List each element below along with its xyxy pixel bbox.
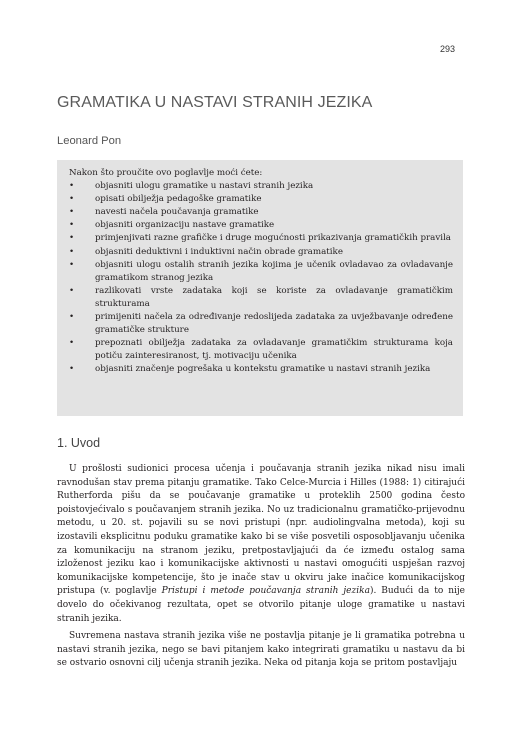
objectives-intro: Nakon što proučite ovo poglavlje moći ćete: [69,168,263,178]
objective-item: • objasniti organizaciju nastave gramatike [69,219,457,232]
paragraph-2: Suvremena nastava stranih jezika više ne postavlja pitanje je li gramatika potrebna u nastavi stranih jezika, nego se bavi pitanjem kako integrirati gramatiku u nastavu da bi se ostvario osnovni cilj učenja stranih jezika. Neka od pitanja koja se pritom postavljaju [57,631,465,669]
body-text [57,463,465,675]
objective-item: • navesti načela poučavanja gramatike [69,206,457,219]
chapter-reference: Pristupi i metode poučavanja stranih jezika [161,586,370,597]
paragraph-1-text-start: U prošlosti sudionici procesa učenja i poučavanja stranih jezika nikad nisu imali ravnodušan stav prema pitanju gramatike. Tako Celce-Murcia i Hilles (1988: 1) citirajući Rutherforda pišu da se poučavanje gramatike u proteklih 2500 godina često poistovjećivalo s poučavanjem stranih jezika. No uz tradicionalnu gramatičko-prijevodnu metodu, u 20. st. pojavili su se novi pristupi (npr. audiolingvalna metoda), koji su izostavili eksplicitnu poduku gramatike kako bi se više posvetili osposobljavanju učenika za komunikaciju na stranom jeziku, pretpostavljajući da će između ostalog sama izloženost jeziku kao i komunikacijske aktivnosti u nastavi omogućiti uspješan razvoj komunikacijske kompetencije, što je inače stav u okviru jake inačice komunikacijskog pristupa (v. poglavlje [57,464,465,597]
objective-item: • prepoznati obilježja zadataka za ovladavanje gramatičkim strukturama koja potiču zainteresiranost, tj. motivaciju učenika [69,337,457,363]
objective-item: • primjenjivati razne grafičke i druge mogućnosti prikazivanja gramatičkih pravila [69,232,457,245]
learning-objectives-box [57,160,463,416]
objective-item: • primijeniti načela za određivanje redoslijeda zadataka za uvježbavanje određene gramatičke strukture [69,311,457,337]
objective-item: • objasniti značenje pogrešaka u kontekstu gramatike u nastavi stranih jezika [69,363,457,376]
author-name: Leonard Pon [57,135,122,147]
paragraph-1 [57,463,465,626]
page-number: 293 [440,44,456,54]
chapter-title: GRAMATIKA U NASTAVI STRANIH JEZIKA [57,94,373,111]
section-heading: 1. Uvod [57,436,101,450]
paragraph-1-text-end: ). Budući da to nije dovelo do očekivanog rezultata, opet se otvorilo pitanje uloge gramatike u nastavi stranih jezika. [57,586,465,624]
objective-item: • razlikovati vrste zadataka koji se koriste za ovladavanje gramatičkim strukturama [69,285,457,311]
objective-item: • objasniti deduktivni i induktivni način obrade gramatike [69,246,457,259]
objective-item: • opisati obilježja pedagoške gramatike [69,193,457,206]
objective-item: • objasniti ulogu gramatike u nastavi stranih jezika [69,180,457,193]
objective-item: • objasniti ulogu ostalih stranih jezika kojima je učenik ovladavao za ovladavanje gramatikom stranog jezika [69,259,457,285]
objectives-list [69,180,457,376]
